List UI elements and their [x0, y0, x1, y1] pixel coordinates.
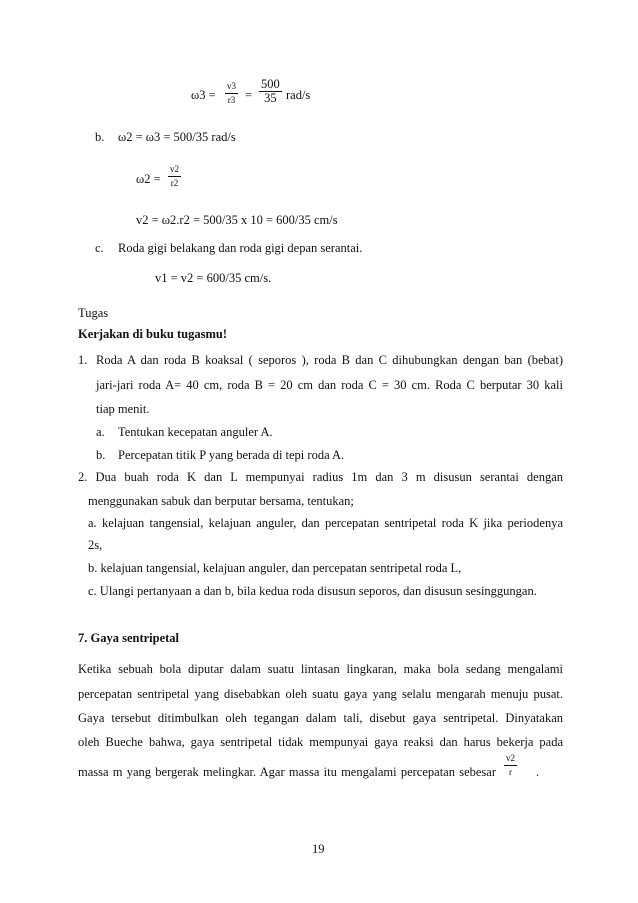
fraction-denominator: 35 [264, 91, 277, 105]
fraction-denominator: r2 [170, 178, 179, 188]
q1-number: 1. [78, 353, 88, 367]
q1-b-label: b. [96, 448, 106, 462]
section7-title: 7. Gaya sentripetal [78, 631, 180, 645]
equals-sign: = [245, 88, 253, 102]
q1-a-label: a. [96, 425, 105, 439]
fraction-denominator: r [509, 767, 512, 777]
section7-p5-end: . [536, 765, 540, 779]
fraction-v2-r2 [168, 163, 181, 190]
q1-line1: Roda A dan roda B koaksal ( seporos ), roda B dan C dihubungkan dengan ban (bebat) [96, 353, 563, 367]
q2-line5: b. kelajuan tangensial, kelajuan anguler, dan percepatan sentripetal roda L, [88, 561, 462, 575]
tugas-subheading: Kerjakan di buku tugasmu! [78, 327, 227, 341]
q2-line4: 2s, [88, 538, 103, 552]
fraction-v2-r [504, 752, 517, 779]
section7-p5: massa m yang bergerak melingkar. Agar massa itu mengalami percepatan sebesar [78, 765, 496, 779]
item-c-label: c. [95, 241, 104, 255]
q1-line3: tiap menit. [96, 402, 150, 416]
section7-p3: Gaya tersebut ditimbulkan oleh tegangan dalam tali, disebut gaya sentripetal. Dinyatakan [78, 711, 563, 725]
item-c-line2: v1 = v2 = 600/35 cm/s. [155, 271, 272, 285]
fraction-denominator: r3 [227, 95, 236, 105]
tugas-heading: Tugas [78, 306, 109, 320]
fraction-500-35 [259, 78, 282, 105]
q2-line6: c. Ulangi pertanyaan a dan b, bila kedua roda disusun seporos, dan disusun sesinggungan. [88, 584, 537, 598]
fraction-numerator: v3 [227, 81, 236, 91]
section7-p1: Ketika sebuah bola diputar dalam suatu lintasan lingkaran, maka bola sedang mengalami [78, 662, 563, 676]
omega2-lhs: ω2 = [136, 172, 161, 186]
section7-p4: oleh Bueche bahwa, gaya sentripetal tidak mempunyai gaya reaksi dan harus bekerja pada [78, 735, 563, 749]
item-b-line3: v2 = ω2.r2 = 500/35 x 10 = 600/35 cm/s [136, 213, 338, 227]
fraction-numerator: v2 [170, 164, 179, 174]
item-b-label: b. [95, 130, 105, 144]
q2-line2: menggunakan sabuk dan berputar bersama, tentukan; [88, 494, 354, 508]
fraction-numerator: v2 [506, 753, 515, 763]
fraction-numerator: 500 [261, 77, 280, 91]
q1-b-text: Percepatan titik P yang berada di tepi roda A. [118, 448, 345, 462]
item-b-line1: ω2 = ω3 = 500/35 rad/s [118, 130, 236, 144]
page-number: 19 [312, 842, 325, 856]
omega3-lhs: ω3 = [191, 88, 216, 102]
item-c-line1: Roda gigi belakang dan roda gigi depan serantai. [118, 241, 363, 255]
unit-rad-s: rad/s [286, 88, 311, 102]
q2-line3: a. kelajuan tangensial, kelajuan anguler, dan percepatan sentripetal roda K jika periodenya [88, 516, 563, 530]
q1-a-text: Tentukan kecepatan anguler A. [118, 425, 273, 439]
q2-line1: 2. Dua buah roda K dan L mempunyai radius 1m dan 3 m disusun serantai dengan [78, 470, 563, 484]
section7-p2: percepatan sentripetal yang disebabkan oleh suatu gaya yang selalu mengarah menuju pusat. [78, 687, 563, 701]
q1-line2: jari-jari roda A= 40 cm, roda B = 20 cm dan roda C = 30 cm. Roda C berputar 30 kali [96, 378, 563, 392]
fraction-v3-r3 [225, 80, 238, 107]
